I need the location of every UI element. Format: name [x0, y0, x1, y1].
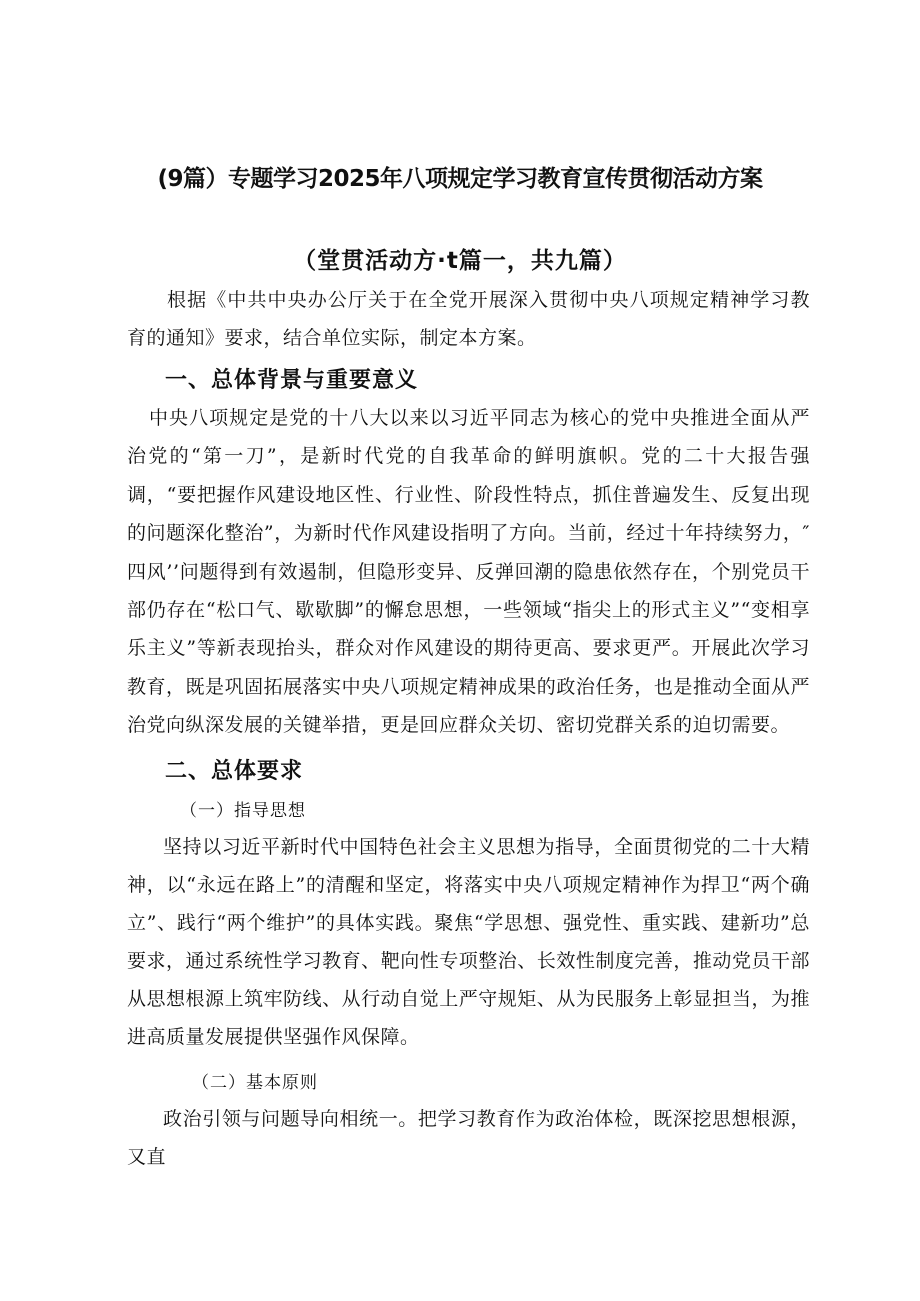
- document-title: (9篇）专题学习2025年八项规定学习教育宣传贯彻活动方案: [157, 166, 763, 192]
- document-subtitle: （堂贯活动方·t篇一，共九篇）: [293, 248, 627, 274]
- subheading-guiding-thought: （一）指导思想: [180, 801, 306, 821]
- background-paragraph: 中央八项规定是党的十八大以来以习近平同志为核心的党中央推进全面从严治党的“第一刀”，是新时代党的自我革命的鲜明旗帜。党的二十大报告强调，“要把握作风建设地区性、行业性、阶段性特点，抓住普遍发生、反复出现的问题深化整治”，为新时代作风建设指明了方向。当前，经过十年持续努力，″四风’’问题得到有效遏制，但隐形变异、反弹回潮的隐患依然存在，个别党员干部仍存在“松口气、歇歇脚”的懈怠思想，一些领域“指尖上的形式主义”“变相享乐主义”等新表现抬头，群众对作风建设的期待更高、要求更严。开展此次学习教育，既是巩固拓展落实中央八项规定精神成果的政治任务，也是推动全面从严治党向纵深发展的关键举措，更是回应群众关切、密切党群关系的迫切需要。: [127, 407, 810, 737]
- guiding-thought-paragraph: 坚持以习近平新时代中国特色社会主义思想为指导，全面贯彻党的二十大精神，以“永远在路上”的清醒和坚定，将落实中央八项规定精神作为捍卫“两个确立”、践行“两个维护”的具体实践。聚焦“学思想、强党性、重实践、建新功”总要求，通过系统性学习教育、靶向性专项整治、长效性制度完善，推动党员干部从思想根源上筑牢防线、从行动自觉上严守规矩、从为民服务上彰显担当，为推进高质量发展提供坚强作风保障。: [127, 836, 810, 1048]
- intro-paragraph: 根据《中共中央办公厅关于在全党开展深入贯彻中央八项规定精神学习教育的通知》要求，结合单位实际，制定本方案。: [127, 289, 810, 349]
- section-heading-background: 一、总体背景与重要意义: [165, 368, 419, 393]
- basic-principles-paragraph: 政治引领与问题导向相统一。把学习教育作为政治体检，既深挖思想根源，又直: [127, 1108, 810, 1168]
- section-heading-requirements: 二、总体要求: [165, 759, 304, 784]
- subheading-basic-principles: （二）基本原则: [192, 1073, 318, 1093]
